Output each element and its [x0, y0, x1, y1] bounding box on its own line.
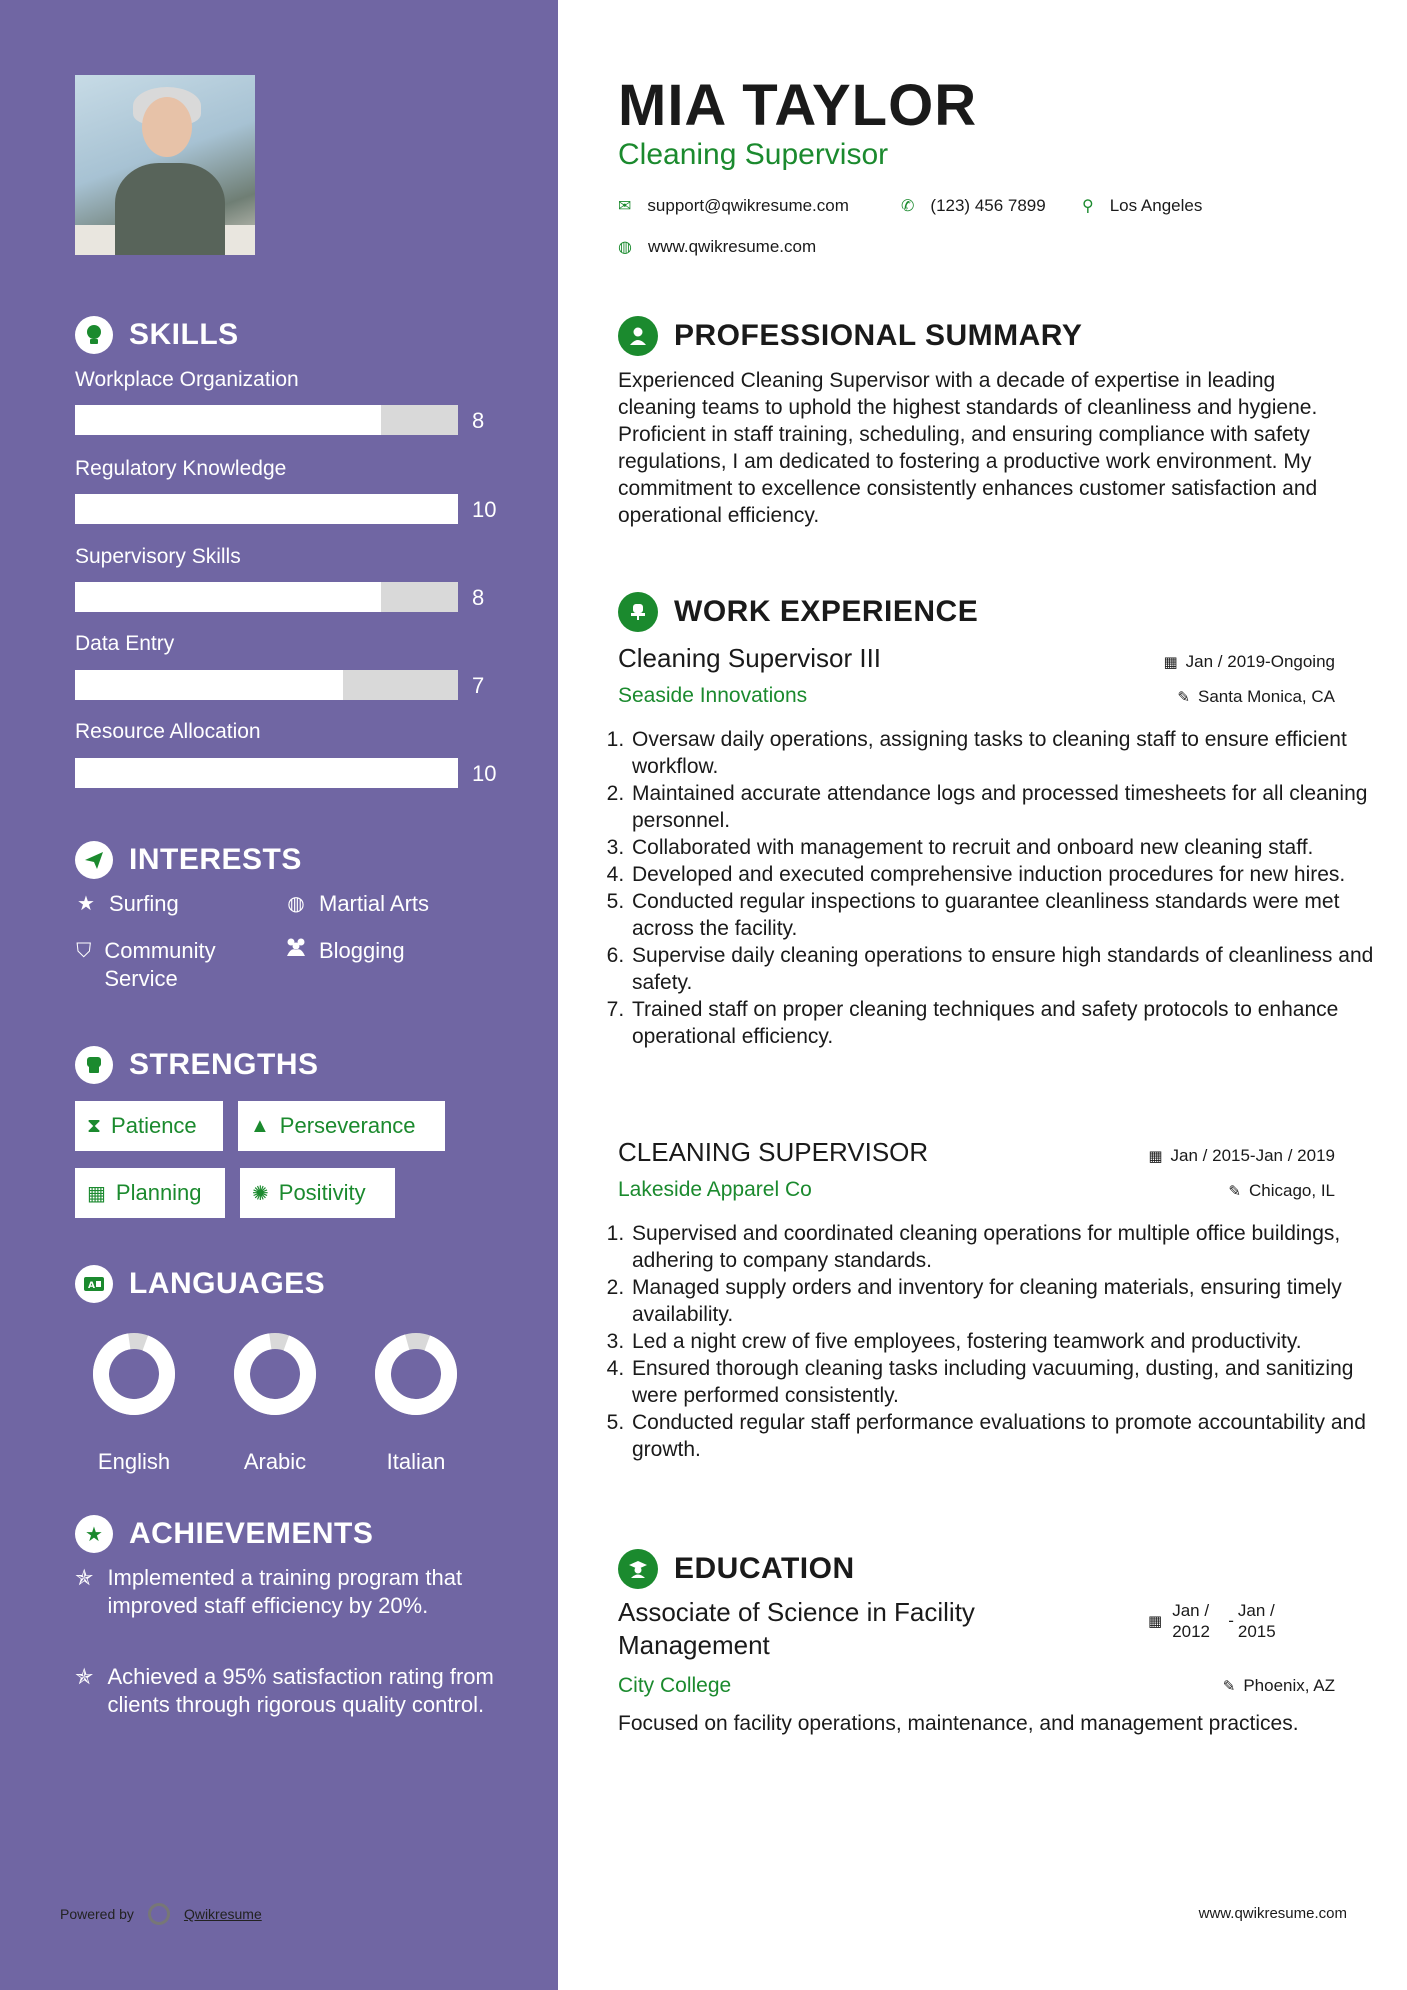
interest-item: [75, 937, 255, 993]
fist-icon: [75, 1046, 113, 1084]
candidate-role: Cleaning Supervisor: [618, 138, 889, 171]
website-text[interactable]: www.qwikresume.com: [647, 237, 817, 256]
strengths-title: STRENGTHS: [129, 1048, 319, 1081]
summary-header: [618, 316, 1082, 356]
strength-badge: [75, 1101, 223, 1151]
skill-name: Workplace Organization: [75, 368, 299, 391]
education-title: EDUCATION: [674, 1552, 855, 1585]
pin-icon: ✎: [1177, 689, 1190, 706]
skill-value: 8: [472, 585, 485, 610]
shooting-star-icon: ✯: [75, 1664, 94, 1689]
strength-label: Planning: [115, 1180, 202, 1205]
candidate-name: MIA TAYLOR: [618, 73, 978, 138]
language-item: [84, 1332, 184, 1475]
education-location-text: Phoenix, AZ: [1243, 1676, 1335, 1695]
job-company: Lakeside Apparel Co: [618, 1178, 812, 1201]
duty-item: 7. Trained staff on proper cleaning techniques and safety protocols to enhance operational efficiency.: [630, 996, 1390, 1050]
education-dates: [1148, 1600, 1290, 1642]
skill-bar-fill: [75, 670, 343, 700]
strength-label: Perseverance: [279, 1113, 416, 1138]
education-description: Focused on facility operations, maintenance, and management practices.: [618, 1712, 1299, 1735]
language-donut: [233, 1332, 317, 1416]
hourglass-icon: ⧗: [87, 1114, 102, 1137]
skills-title: SKILLS: [129, 318, 239, 351]
duty-item: 1. Supervised and coordinated cleaning operations for multiple office buildings, adhering to company standards.: [630, 1220, 1390, 1274]
phone-text[interactable]: (123) 456 7899: [930, 196, 1046, 215]
achievements-title: ACHIEVEMENTS: [129, 1517, 374, 1550]
user-icon: [618, 316, 658, 356]
duty-item: 2. Managed supply orders and inventory for cleaning materials, ensuring timely availability.: [630, 1274, 1390, 1328]
interest-item: [285, 890, 429, 918]
pin-icon: ✎: [1222, 1678, 1236, 1695]
shield-icon: ⛉: [76, 940, 92, 962]
profile-photo: [75, 75, 255, 255]
skill-bar-fill: [75, 405, 381, 435]
calendar-icon: ▦: [1148, 1613, 1163, 1630]
duty-item: 2. Maintained accurate attendance logs and processed timesheets for all cleaning personnel.: [630, 780, 1390, 834]
qwikresume-link[interactable]: Qwikresume: [183, 1906, 262, 1922]
language-icon: [75, 1265, 113, 1303]
skill-name: Resource Allocation: [75, 720, 261, 743]
duty-item: 3. Led a night crew of five employees, fostering teamwork and productivity.: [630, 1328, 1390, 1355]
phone-icon: ✆: [901, 198, 915, 215]
skill-bar: [75, 582, 458, 612]
duty-item: 1. Oversaw daily operations, assigning tasks to cleaning staff to ensure efficient workflow.: [630, 726, 1390, 780]
interest-label: Community Service: [104, 938, 216, 991]
strength-badge: [240, 1168, 395, 1218]
job-company: Seaside Innovations: [618, 684, 808, 707]
skill-name: Supervisory Skills: [75, 545, 241, 568]
education-header: [618, 1549, 855, 1589]
skill-bar: [75, 670, 458, 700]
duty-item: 3. Collaborated with management to recruit and onboard new cleaning staff.: [630, 834, 1390, 861]
users-icon: [285, 937, 307, 965]
interest-item: [285, 937, 405, 965]
skill-name: Data Entry: [75, 632, 175, 655]
education-end: Jan / 2015: [1237, 1601, 1276, 1641]
strength-badge: [75, 1168, 225, 1218]
interests-title: INTERESTS: [129, 843, 302, 876]
languages-title: LANGUAGES: [129, 1267, 326, 1300]
skill-value: 10: [472, 761, 497, 786]
job-location: [1228, 1181, 1335, 1201]
skill-bar-fill: [75, 758, 458, 788]
job-title: CLEANING SUPERVISOR: [618, 1137, 929, 1167]
calendar-icon: ▦: [1163, 654, 1178, 671]
interests-header: [75, 841, 302, 879]
strength-badge: [238, 1101, 445, 1151]
road-icon: ▲: [250, 1114, 270, 1137]
svg-text:A: A: [88, 1281, 95, 1291]
skill-value: 7: [472, 673, 485, 698]
interest-label: Martial Arts: [319, 891, 430, 916]
pin-icon: ✎: [1228, 1183, 1241, 1200]
job-location-text: Chicago, IL: [1249, 1181, 1335, 1200]
map-marker-icon: ⚲: [1082, 198, 1094, 215]
job-location-text: Santa Monica, CA: [1197, 687, 1335, 706]
job-title: Cleaning Supervisor III: [618, 643, 882, 673]
calendar-icon: ▦: [87, 1182, 106, 1205]
achievements-header: [75, 1515, 373, 1553]
language-item: [366, 1332, 466, 1475]
skill-bar: [75, 494, 458, 524]
duty-item: 6. Supervise daily cleaning operations to ensure high standards of cleanliness and safety.: [630, 942, 1390, 996]
globe-icon: ◍: [618, 239, 632, 256]
language-name: English: [97, 1449, 171, 1474]
skills-header: [75, 316, 239, 354]
contact-phone: [901, 196, 1046, 216]
summary-title: PROFESSIONAL SUMMARY: [674, 319, 1083, 352]
envelope-icon: ✉: [618, 198, 632, 215]
sidebar: [0, 0, 558, 1990]
school-name: City College: [618, 1674, 732, 1697]
job-dates-text: Jan / 2019-Ongoing: [1185, 652, 1335, 671]
interest-label: Surfing: [109, 891, 179, 916]
globe-icon: ◍: [287, 893, 305, 915]
duty-item: 5. Conducted regular inspections to guarantee cleanliness standards were met across the facility.: [630, 888, 1390, 942]
skill-bar: [75, 405, 458, 435]
interest-item: [75, 890, 179, 918]
briefcase-chair-icon: [618, 592, 658, 632]
email-text[interactable]: support@qwikresume.com: [647, 196, 849, 215]
powered-by: [60, 1903, 262, 1925]
graduate-icon: [618, 1549, 658, 1589]
duty-item: 4. Ensured thorough cleaning tasks including vacuuming, dusting, and sanitizing were performed consistently.: [630, 1355, 1390, 1409]
skill-bar-fill: [75, 582, 381, 612]
job-dates: [1163, 652, 1335, 672]
strengths-header: [75, 1046, 319, 1084]
location-text: Los Angeles: [1109, 196, 1203, 215]
contact-website: [618, 237, 816, 257]
language-donut: [374, 1332, 458, 1416]
powered-by-label: Powered by: [60, 1906, 134, 1922]
qwikresume-logo-icon: [148, 1903, 170, 1925]
sun-icon: ✺: [252, 1182, 269, 1205]
interest-label: Blogging: [319, 938, 405, 963]
language-donut: [92, 1332, 176, 1416]
main-content: [558, 0, 1407, 1990]
lightbulb-icon: [75, 316, 113, 354]
date-separator: -: [1228, 1611, 1234, 1630]
footer-url[interactable]: www.qwikresume.com: [1198, 1905, 1347, 1922]
language-item: [225, 1332, 325, 1475]
language-name: Italian: [386, 1449, 446, 1474]
skill-bar: [75, 758, 458, 788]
education-start: Jan / 2012: [1172, 1601, 1211, 1641]
skill-value: 10: [472, 497, 497, 522]
contact-location: [1082, 196, 1202, 216]
languages-header: [75, 1265, 325, 1303]
achievement-item: [75, 1663, 505, 1719]
skill-name: Regulatory Knowledge: [75, 457, 287, 480]
strength-label: Positivity: [278, 1180, 366, 1205]
job-dates-text: Jan / 2015-Jan / 2019: [1170, 1146, 1335, 1165]
skill-bar-fill: [75, 494, 458, 524]
skill-value: 8: [472, 408, 485, 433]
achievement-text: Implemented a training program that improved staff efficiency by 20%.: [107, 1565, 463, 1618]
job-duties-list: [596, 726, 1390, 1050]
trophy-star-icon: ★: [75, 1515, 113, 1553]
education-location: [1223, 1676, 1335, 1696]
job-dates: [1148, 1146, 1335, 1166]
experience-title: WORK EXPERIENCE: [674, 595, 979, 628]
summary-text: Experienced Cleaning Supervisor with a decade of expertise in leading cleaning teams to uphold the highest standards of cleanliness and hygiene. Proficient in staff training, scheduling, and ensuring compliance with safety regulations, I am dedicated to fostering a productive work environment. My commitment to excellence consistently enhances customer satisfaction and operational efficiency.: [618, 369, 1318, 527]
strength-label: Patience: [111, 1113, 197, 1138]
calendar-icon: ▦: [1148, 1148, 1163, 1165]
experience-header: [618, 592, 978, 632]
job-duties-list: [596, 1220, 1390, 1463]
achievement-text: Achieved a 95% satisfaction rating from clients through rigorous quality control.: [107, 1664, 494, 1717]
shooting-star-icon: ✯: [75, 1565, 94, 1590]
contact-email: [618, 196, 849, 216]
duty-item: 4. Developed and executed comprehensive induction procedures for new hires.: [630, 861, 1390, 888]
job-location: [1177, 687, 1335, 707]
achievement-item: [75, 1564, 505, 1620]
star-icon: ★: [77, 893, 95, 915]
paper-plane-icon: [75, 841, 113, 879]
language-name: Arabic: [243, 1449, 307, 1474]
degree-title: Associate of Science in Facility Management: [618, 1597, 975, 1660]
duty-item: 5. Conducted regular staff performance evaluations to promote accountability and growth.: [630, 1409, 1390, 1463]
